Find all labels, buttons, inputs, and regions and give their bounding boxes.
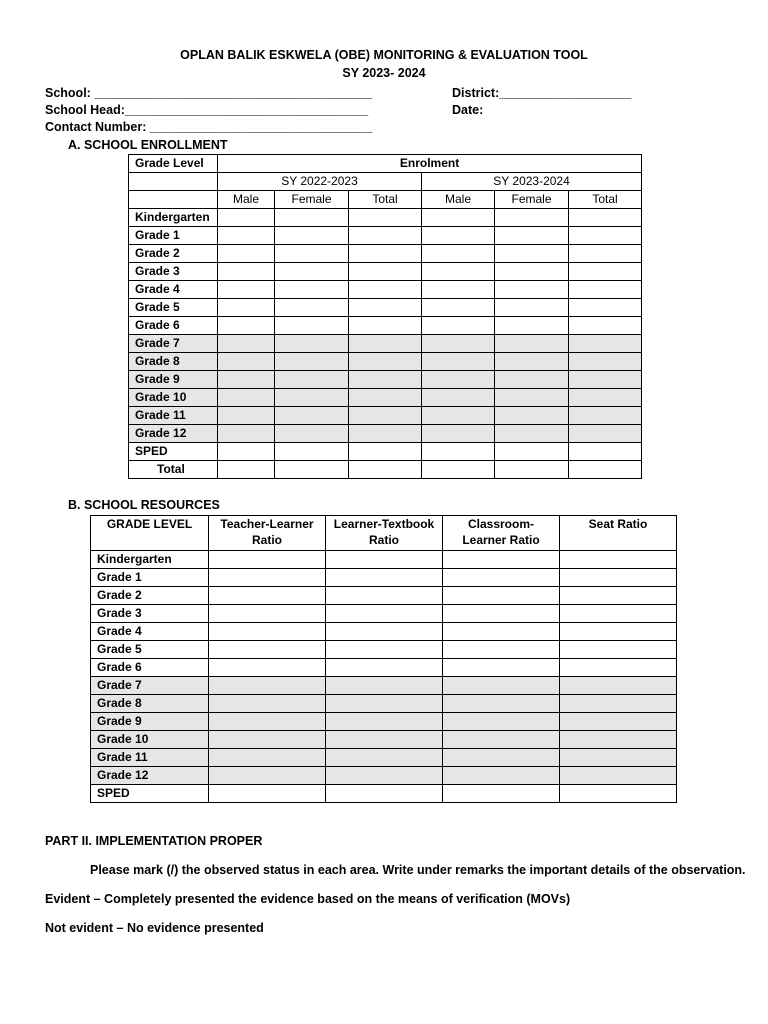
column-header: Learner-Textbook Ratio: [326, 516, 443, 551]
table-row: [129, 209, 642, 227]
input-cell[interactable]: [275, 281, 349, 299]
input-cell[interactable]: [326, 713, 443, 731]
table-row: [129, 371, 642, 389]
input-cell[interactable]: [422, 227, 495, 245]
table-row: [129, 443, 642, 461]
input-cell[interactable]: [569, 245, 642, 263]
input-cell[interactable]: [495, 281, 569, 299]
school-year: SY 2023- 2024: [342, 66, 426, 80]
input-cell[interactable]: [443, 659, 560, 677]
column-header: GRADE LEVEL: [91, 516, 209, 551]
contact-number-field[interactable]: Contact Number: ________________________________: [45, 120, 373, 134]
input-cell[interactable]: [560, 587, 677, 605]
input-cell[interactable]: [326, 551, 443, 569]
input-cell[interactable]: [560, 713, 677, 731]
input-cell[interactable]: [495, 461, 569, 479]
column-header: Total: [569, 191, 642, 209]
input-cell[interactable]: [560, 605, 677, 623]
input-cell[interactable]: [218, 299, 275, 317]
input-cell[interactable]: [209, 677, 326, 695]
input-cell[interactable]: [275, 443, 349, 461]
row-label: SPED: [91, 785, 209, 803]
input-cell[interactable]: [209, 749, 326, 767]
input-cell[interactable]: [326, 731, 443, 749]
sy-2023-2024-header: SY 2023-2024: [422, 173, 642, 191]
input-cell[interactable]: [209, 785, 326, 803]
row-label: Grade 10: [129, 389, 218, 407]
input-cell[interactable]: [443, 587, 560, 605]
input-cell[interactable]: [275, 389, 349, 407]
input-cell[interactable]: [349, 245, 422, 263]
input-cell[interactable]: [349, 317, 422, 335]
input-cell[interactable]: [560, 569, 677, 587]
input-cell[interactable]: [422, 245, 495, 263]
input-cell[interactable]: [495, 335, 569, 353]
column-header: Teacher-Learner Ratio: [209, 516, 326, 551]
input-cell[interactable]: [443, 713, 560, 731]
input-cell[interactable]: [569, 461, 642, 479]
section-a-title: A. SCHOOL ENROLLMENT: [68, 138, 228, 152]
input-cell[interactable]: [326, 659, 443, 677]
column-header: Female: [275, 191, 349, 209]
blank-cell: [129, 191, 218, 209]
input-cell[interactable]: [218, 227, 275, 245]
input-cell[interactable]: [560, 695, 677, 713]
input-cell[interactable]: [569, 281, 642, 299]
input-cell[interactable]: [569, 443, 642, 461]
input-cell[interactable]: [495, 353, 569, 371]
grade-level-header: Grade Level: [129, 155, 218, 173]
input-cell[interactable]: [349, 443, 422, 461]
input-cell[interactable]: [560, 659, 677, 677]
table-row: [91, 551, 677, 569]
input-cell[interactable]: [569, 227, 642, 245]
district-field[interactable]: District:___________________: [452, 86, 632, 100]
input-cell[interactable]: [349, 353, 422, 371]
input-cell[interactable]: [209, 713, 326, 731]
input-cell[interactable]: [443, 677, 560, 695]
input-cell[interactable]: [422, 389, 495, 407]
input-cell[interactable]: [209, 623, 326, 641]
input-cell[interactable]: [349, 407, 422, 425]
input-cell[interactable]: [349, 335, 422, 353]
input-cell[interactable]: [569, 263, 642, 281]
input-cell[interactable]: [218, 317, 275, 335]
input-cell[interactable]: [443, 731, 560, 749]
table-row: [129, 461, 642, 479]
input-cell[interactable]: [495, 245, 569, 263]
input-cell[interactable]: [349, 389, 422, 407]
input-cell[interactable]: [275, 335, 349, 353]
row-label: Grade 6: [91, 659, 209, 677]
row-label: Grade 9: [129, 371, 218, 389]
input-cell[interactable]: [443, 623, 560, 641]
table-row: [129, 245, 642, 263]
input-cell[interactable]: [422, 353, 495, 371]
row-label: Grade 6: [129, 317, 218, 335]
input-cell[interactable]: [326, 623, 443, 641]
input-cell[interactable]: [443, 767, 560, 785]
input-cell[interactable]: [218, 335, 275, 353]
document-title: OPLAN BALIK ESKWELA (OBE) MONITORING & EVALUATION TOOL: [180, 48, 588, 62]
input-cell[interactable]: [569, 209, 642, 227]
input-cell[interactable]: [560, 785, 677, 803]
input-cell[interactable]: [326, 569, 443, 587]
row-label: Grade 10: [91, 731, 209, 749]
input-cell[interactable]: [422, 209, 495, 227]
row-label: Grade 8: [91, 695, 209, 713]
input-cell[interactable]: [422, 335, 495, 353]
table-row: [91, 767, 677, 785]
input-cell[interactable]: [422, 371, 495, 389]
input-cell[interactable]: [275, 371, 349, 389]
row-label: Grade 9: [91, 713, 209, 731]
column-header: Seat Ratio: [560, 516, 677, 551]
input-cell[interactable]: [218, 245, 275, 263]
school-field[interactable]: School: ________________________________________: [45, 86, 373, 100]
input-cell[interactable]: [218, 443, 275, 461]
input-cell[interactable]: [209, 569, 326, 587]
row-label: Grade 2: [129, 245, 218, 263]
input-cell[interactable]: [422, 461, 495, 479]
input-cell[interactable]: [349, 461, 422, 479]
input-cell[interactable]: [560, 677, 677, 695]
input-cell[interactable]: [422, 281, 495, 299]
input-cell[interactable]: [349, 425, 422, 443]
input-cell[interactable]: [569, 371, 642, 389]
row-label: Kindergarten: [91, 551, 209, 569]
table-row: [129, 407, 642, 425]
input-cell[interactable]: [209, 659, 326, 677]
row-label: Grade 8: [129, 353, 218, 371]
column-header: Total: [349, 191, 422, 209]
table-row: [129, 263, 642, 281]
input-cell[interactable]: [218, 425, 275, 443]
row-label: SPED: [129, 443, 218, 461]
row-label: Grade 11: [129, 407, 218, 425]
evident-definition: Evident – Completely presented the evidence based on the means of verification (MOVs): [45, 892, 571, 906]
input-cell[interactable]: [218, 389, 275, 407]
table-row: [129, 353, 642, 371]
input-cell[interactable]: [209, 731, 326, 749]
table-row: [91, 569, 677, 587]
input-cell[interactable]: [349, 263, 422, 281]
row-label: Grade 1: [129, 227, 218, 245]
instruction-text: Please mark (/) the observed status in each area. Write under remarks the important details of the observation.: [90, 863, 746, 877]
table-row: [91, 713, 677, 731]
table-row: [129, 425, 642, 443]
section-b-title: B. SCHOOL RESOURCES: [68, 498, 220, 512]
input-cell[interactable]: [326, 749, 443, 767]
input-cell[interactable]: [422, 299, 495, 317]
input-cell[interactable]: [495, 371, 569, 389]
input-cell[interactable]: [326, 767, 443, 785]
table-row: [91, 605, 677, 623]
row-label: Grade 3: [129, 263, 218, 281]
input-cell[interactable]: [422, 425, 495, 443]
input-cell[interactable]: [569, 353, 642, 371]
input-cell[interactable]: [443, 749, 560, 767]
input-cell[interactable]: [218, 407, 275, 425]
input-cell[interactable]: [275, 425, 349, 443]
input-cell[interactable]: [326, 695, 443, 713]
input-cell[interactable]: [560, 623, 677, 641]
input-cell[interactable]: [569, 317, 642, 335]
row-label: Grade 12: [91, 767, 209, 785]
input-cell[interactable]: [443, 695, 560, 713]
row-label: Grade 5: [91, 641, 209, 659]
blank-cell: [129, 173, 218, 191]
table-row: [91, 731, 677, 749]
input-cell[interactable]: [495, 425, 569, 443]
enrollment-table: [128, 154, 642, 479]
table-row: [91, 641, 677, 659]
table-row: [129, 317, 642, 335]
input-cell[interactable]: [218, 371, 275, 389]
row-label: Grade 7: [129, 335, 218, 353]
input-cell[interactable]: [218, 281, 275, 299]
input-cell[interactable]: [569, 335, 642, 353]
table-row: [129, 389, 642, 407]
input-cell[interactable]: [349, 281, 422, 299]
input-cell[interactable]: [495, 317, 569, 335]
input-cell[interactable]: [349, 209, 422, 227]
row-label: Grade 7: [91, 677, 209, 695]
input-cell[interactable]: [218, 209, 275, 227]
input-cell[interactable]: [495, 299, 569, 317]
input-cell[interactable]: [275, 209, 349, 227]
input-cell[interactable]: [443, 569, 560, 587]
input-cell[interactable]: [495, 227, 569, 245]
table-row: [91, 749, 677, 767]
table-row: [91, 695, 677, 713]
input-cell[interactable]: [560, 749, 677, 767]
input-cell[interactable]: [275, 353, 349, 371]
sy-2022-2023-header: SY 2022-2023: [218, 173, 422, 191]
column-header: Male: [422, 191, 495, 209]
input-cell[interactable]: [495, 443, 569, 461]
input-cell[interactable]: [443, 785, 560, 803]
input-cell[interactable]: [275, 299, 349, 317]
row-label: Grade 12: [129, 425, 218, 443]
row-label: Grade 4: [129, 281, 218, 299]
input-cell[interactable]: [218, 263, 275, 281]
resources-table: [90, 515, 677, 803]
input-cell[interactable]: [326, 641, 443, 659]
row-label: Grade 4: [91, 623, 209, 641]
table-row: [91, 677, 677, 695]
input-cell[interactable]: [209, 551, 326, 569]
table-row: [91, 623, 677, 641]
row-label: Grade 11: [91, 749, 209, 767]
input-cell[interactable]: [218, 353, 275, 371]
input-cell[interactable]: [560, 641, 677, 659]
date-field[interactable]: Date:: [452, 103, 484, 117]
part-2-title: PART II. IMPLEMENTATION PROPER: [45, 834, 263, 848]
input-cell[interactable]: [495, 389, 569, 407]
input-cell[interactable]: [275, 407, 349, 425]
row-label: Total: [129, 461, 218, 479]
input-cell[interactable]: [495, 407, 569, 425]
input-cell[interactable]: [326, 605, 443, 623]
not-evident-definition: Not evident – No evidence presented: [45, 921, 264, 935]
table-row: [129, 335, 642, 353]
input-cell[interactable]: [495, 263, 569, 281]
input-cell[interactable]: [443, 605, 560, 623]
input-cell[interactable]: [209, 641, 326, 659]
input-cell[interactable]: [275, 227, 349, 245]
table-row: [129, 299, 642, 317]
input-cell[interactable]: [495, 209, 569, 227]
input-cell[interactable]: [422, 317, 495, 335]
input-cell[interactable]: [275, 245, 349, 263]
input-cell[interactable]: [569, 407, 642, 425]
input-cell[interactable]: [326, 785, 443, 803]
school-head-field[interactable]: School Head:___________________________________: [45, 103, 369, 117]
input-cell[interactable]: [422, 443, 495, 461]
input-cell[interactable]: [275, 461, 349, 479]
input-cell[interactable]: [349, 227, 422, 245]
column-header: Female: [495, 191, 569, 209]
input-cell[interactable]: [209, 587, 326, 605]
input-cell[interactable]: [560, 551, 677, 569]
input-cell[interactable]: [326, 587, 443, 605]
input-cell[interactable]: [218, 461, 275, 479]
row-label: Grade 1: [91, 569, 209, 587]
input-cell[interactable]: [422, 407, 495, 425]
table-row: [91, 659, 677, 677]
input-cell[interactable]: [569, 299, 642, 317]
input-cell[interactable]: [443, 551, 560, 569]
input-cell[interactable]: [275, 263, 349, 281]
table-row: [91, 587, 677, 605]
input-cell[interactable]: [569, 389, 642, 407]
table-row: [129, 227, 642, 245]
input-cell[interactable]: [443, 641, 560, 659]
input-cell[interactable]: [209, 695, 326, 713]
row-label: Kindergarten: [129, 209, 218, 227]
input-cell[interactable]: [326, 677, 443, 695]
input-cell[interactable]: [209, 605, 326, 623]
column-header: Classroom-Learner Ratio: [443, 516, 560, 551]
input-cell[interactable]: [209, 767, 326, 785]
input-cell[interactable]: [560, 731, 677, 749]
input-cell[interactable]: [349, 371, 422, 389]
input-cell[interactable]: [560, 767, 677, 785]
input-cell[interactable]: [275, 317, 349, 335]
row-label: Grade 3: [91, 605, 209, 623]
row-label: Grade 2: [91, 587, 209, 605]
row-label: Grade 5: [129, 299, 218, 317]
input-cell[interactable]: [349, 299, 422, 317]
table-row: [129, 281, 642, 299]
table-row: [91, 785, 677, 803]
input-cell[interactable]: [422, 263, 495, 281]
column-header: Male: [218, 191, 275, 209]
enrolment-header: Enrolment: [218, 155, 642, 173]
input-cell[interactable]: [569, 425, 642, 443]
